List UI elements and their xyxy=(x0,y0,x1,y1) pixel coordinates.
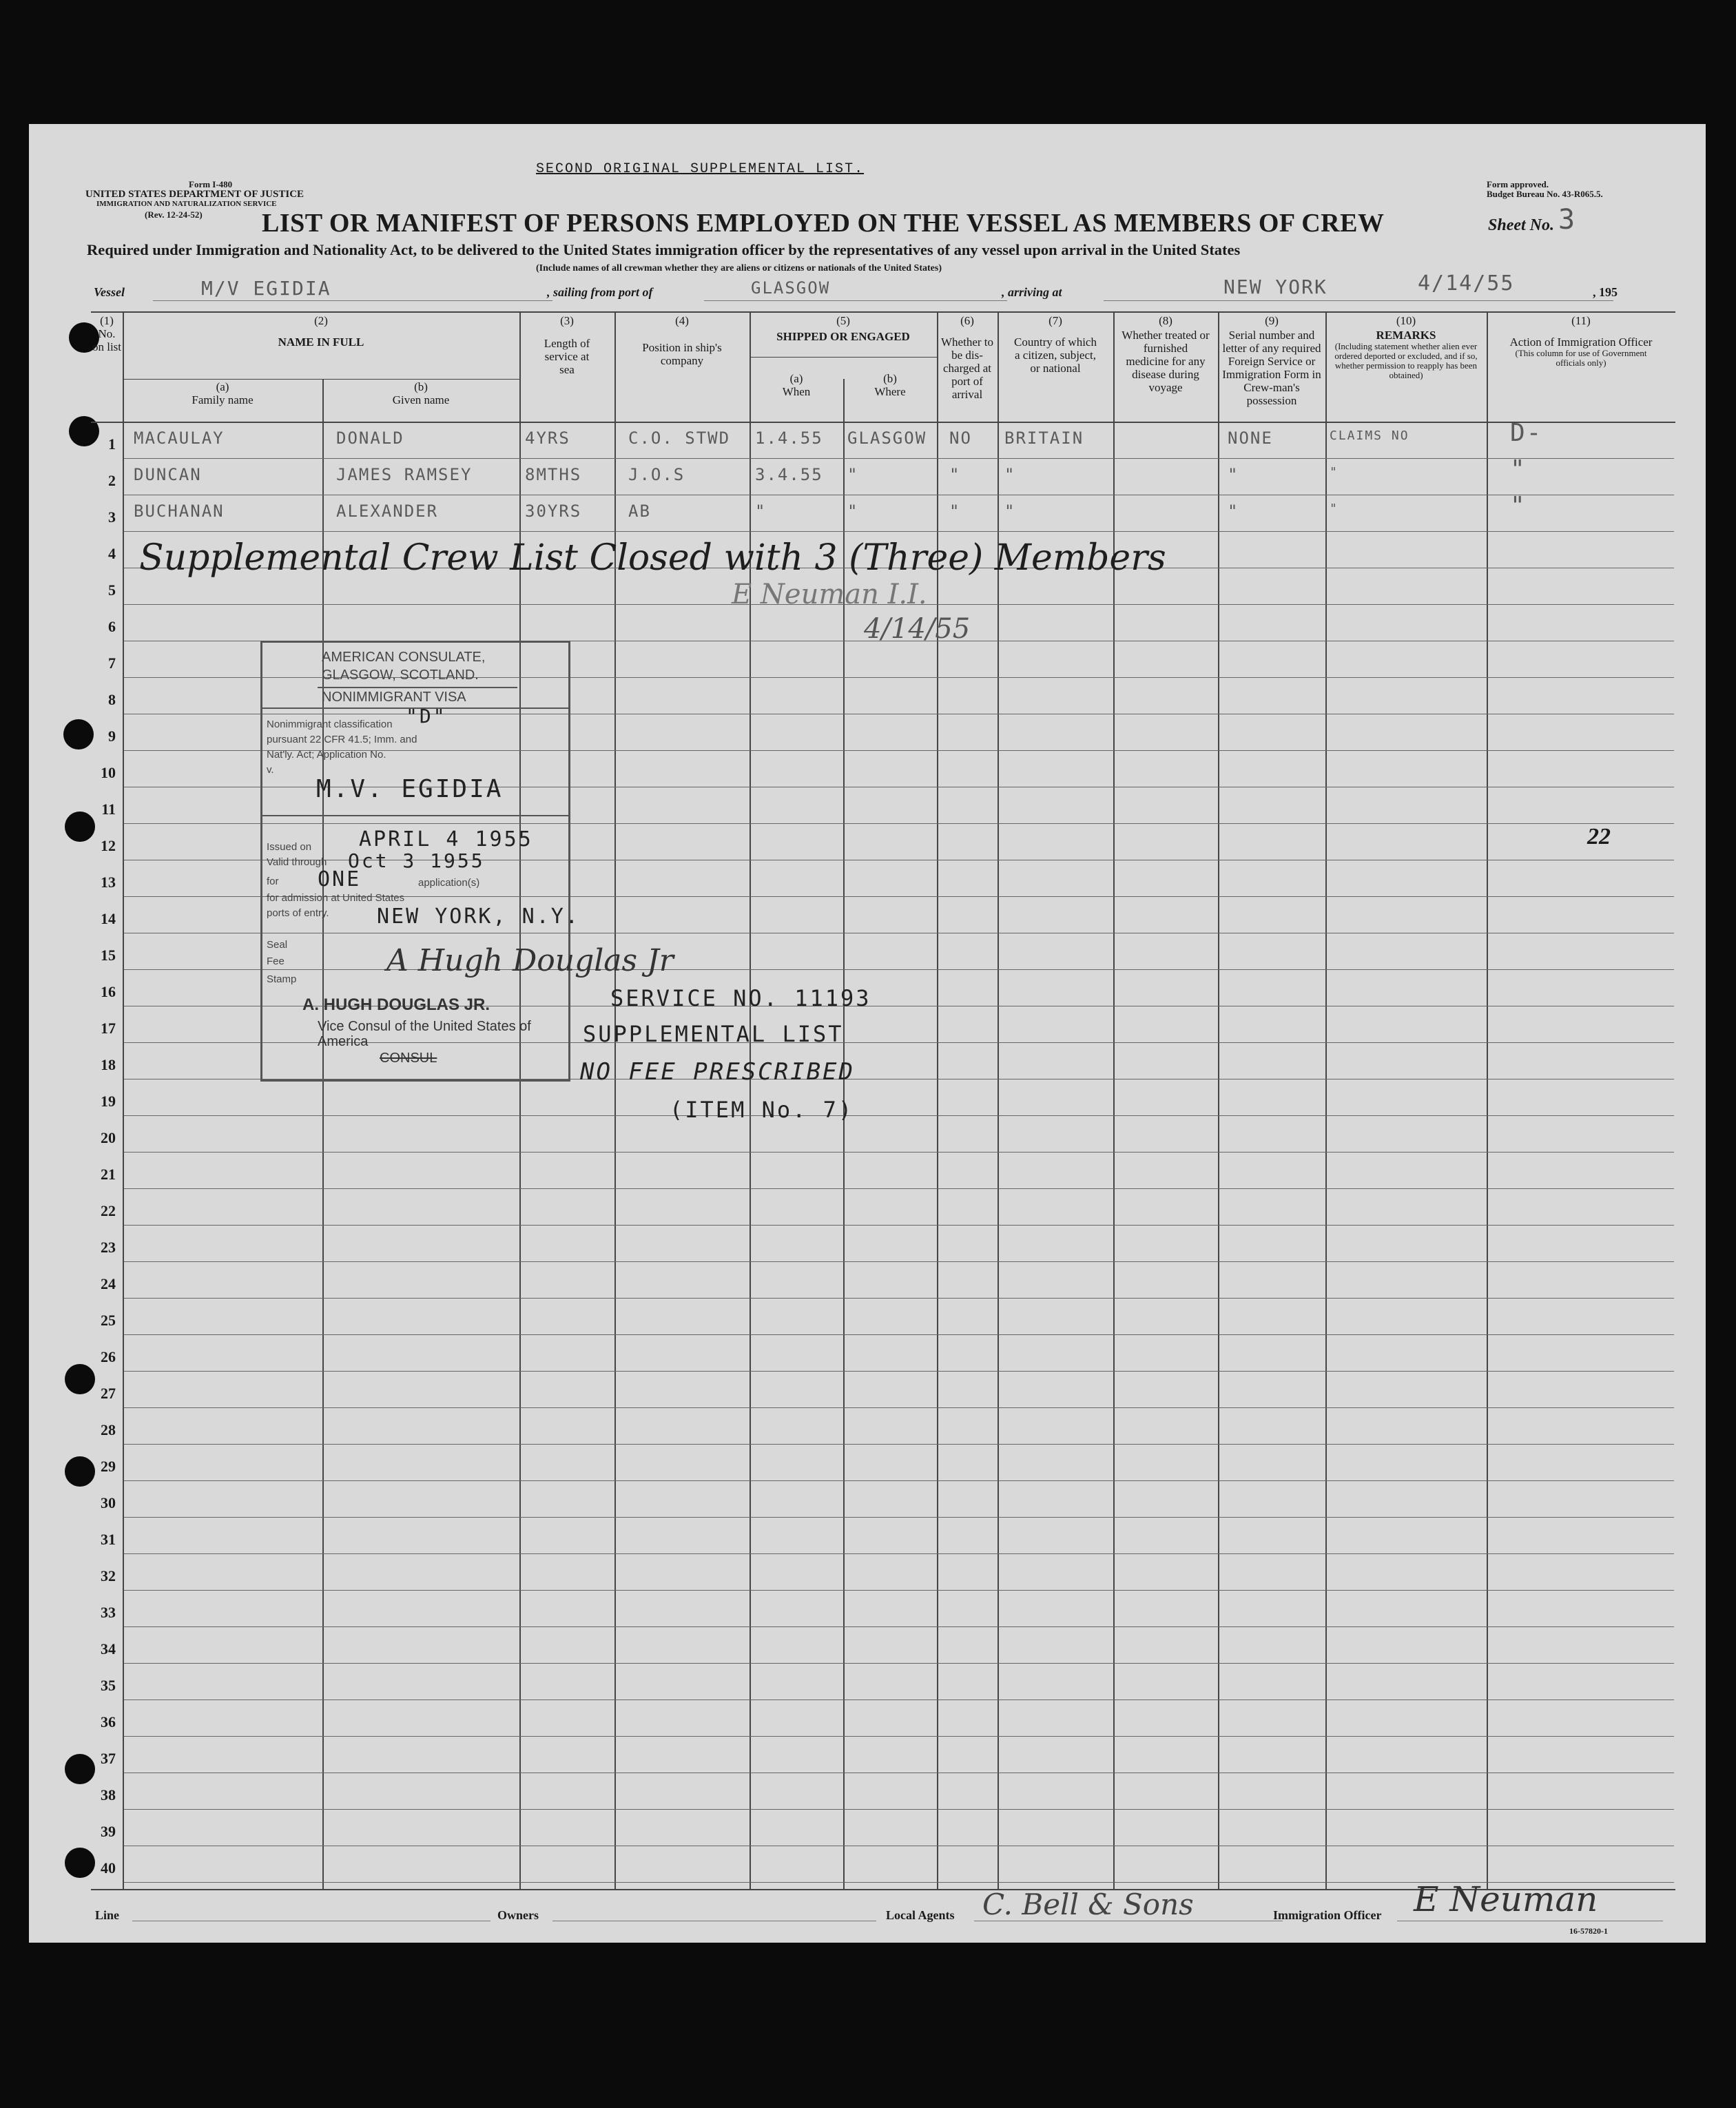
sheet-label: Sheet No. xyxy=(1488,216,1554,234)
row-number: 26 xyxy=(101,1348,116,1365)
row-rule xyxy=(124,1809,1674,1810)
stamp-issued-label: Issued on xyxy=(267,841,312,853)
col-divider xyxy=(1487,311,1488,1889)
crew-family-name: DUNCAN xyxy=(134,465,202,484)
stamp-issued-value: APRIL 4 1955 xyxy=(359,827,533,851)
stamp-classification-value: "D" xyxy=(406,705,447,727)
row-number: 33 xyxy=(101,1604,116,1621)
manifest-sheet xyxy=(29,124,1706,1943)
vessel-value: M/V EGIDIA xyxy=(201,277,331,300)
col-header-given-name: (b) Given name xyxy=(392,380,450,406)
row-number: 22 xyxy=(101,1202,116,1219)
table-header-border xyxy=(91,422,1675,423)
row-rule xyxy=(124,1188,1674,1189)
crew-discharged: " xyxy=(949,502,961,521)
stamp-valid-value: Oct 3 1955 xyxy=(348,849,485,872)
punch-hole xyxy=(63,719,94,750)
row-number: 9 xyxy=(108,727,116,745)
crew-remarks: " xyxy=(1330,465,1339,479)
stamp-officer-title: Vice Consul of the United States of America xyxy=(318,1019,531,1049)
footer-line-label: Line xyxy=(95,1908,120,1922)
crew-country: BRITAIN xyxy=(1004,428,1084,448)
form-approved: Form approved. xyxy=(1487,179,1549,189)
stamp-consulate: AMERICAN CONSULATE, xyxy=(322,650,486,665)
no-fee-note: NO FEE PRESCRIBED xyxy=(580,1058,855,1086)
row-rule xyxy=(124,1115,1674,1116)
row-rule xyxy=(124,1626,1674,1627)
crew-discharged: " xyxy=(949,465,961,484)
stamp-vessel: M.V. EGIDIA xyxy=(316,775,504,803)
top-label: SECOND ORIGINAL SUPPLEMENTAL LIST. xyxy=(536,161,865,177)
row-number: 24 xyxy=(101,1275,116,1292)
row-rule xyxy=(124,1225,1674,1226)
row-number: 2 xyxy=(108,472,116,489)
sheet-number: 3 xyxy=(1558,204,1575,236)
row-number: 17 xyxy=(101,1020,116,1037)
crew-length-of-service: 8MTHS xyxy=(525,465,582,484)
stamp-visa-type: NONIMMIGRANT VISA xyxy=(322,690,466,705)
closing-date: 4/14/55 xyxy=(864,613,971,645)
row-number: 28 xyxy=(101,1421,116,1438)
crew-length-of-service: 4YRS xyxy=(525,428,570,448)
crew-shipped-where: GLASGOW xyxy=(847,428,927,448)
crew-shipped-when: 3.4.55 xyxy=(755,465,823,484)
col-header-discharged: (6) Whether to be dis-charged at port of arrival xyxy=(941,314,993,401)
closing-initials: E Neuman I.I. xyxy=(732,579,927,610)
stamp-pursuant: pursuant 22 CFR 41.5; Imm. and xyxy=(267,734,417,745)
print-code: 16-57820-1 xyxy=(1569,1926,1608,1936)
row-rule xyxy=(124,531,1674,532)
crew-shipped-when: 1.4.55 xyxy=(755,428,823,448)
stamp-rule xyxy=(262,815,568,816)
row-rule xyxy=(124,1261,1674,1262)
crew-family-name: BUCHANAN xyxy=(134,502,225,521)
stamp-officer-name: A. HUGH DOUGLAS JR. xyxy=(302,995,490,1014)
crew-country: " xyxy=(1004,502,1016,521)
side-mark: 22 xyxy=(1587,824,1611,849)
row-number: 3 xyxy=(108,508,116,526)
col-header-position: (4) Position in ship's company xyxy=(642,314,722,367)
stamp-rule xyxy=(318,687,517,688)
page-title: LIST OR MANIFEST OF PERSONS EMPLOYED ON THE VESSEL AS MEMBERS OF CREW xyxy=(262,209,1385,238)
row-number: 38 xyxy=(101,1786,116,1804)
row-number: 5 xyxy=(108,581,116,599)
subheader-rule xyxy=(750,357,937,358)
row-number: 34 xyxy=(101,1640,116,1657)
row-number: 40 xyxy=(101,1859,116,1877)
include-note: (Include names of all crewman whether they are aliens or citizens or nationals of the United States) xyxy=(536,263,942,273)
vessel-label: Vessel xyxy=(94,285,125,299)
row-rule xyxy=(124,1736,1674,1737)
stamp-v-label: v. xyxy=(267,764,274,776)
col-divider xyxy=(1218,311,1219,1889)
row-number: 13 xyxy=(101,874,116,891)
vessel-underline xyxy=(153,300,552,301)
row-number: 19 xyxy=(101,1093,116,1110)
col-header-medicine: (8) Whether treated or furnished medicine for any disease during voyage xyxy=(1122,314,1210,394)
sailing-underline xyxy=(704,300,1007,301)
arrival-date: 4/14/55 xyxy=(1418,271,1515,296)
row-number: 25 xyxy=(101,1312,116,1329)
row-number: 29 xyxy=(101,1458,116,1475)
stamp-for-label: for xyxy=(267,876,279,887)
row-number: 39 xyxy=(101,1823,116,1840)
crew-remarks: " xyxy=(1330,502,1339,516)
row-number: 23 xyxy=(101,1239,116,1256)
row-number: 12 xyxy=(101,837,116,854)
row-number: 18 xyxy=(101,1056,116,1073)
stamp-ports-label: ports of entry. xyxy=(267,907,329,919)
crew-discharged: NO xyxy=(949,428,972,448)
sailing-label: , sailing from port of xyxy=(547,285,653,299)
crew-serial: " xyxy=(1228,502,1239,521)
row-rule xyxy=(124,1444,1674,1445)
crew-shipped-where: " xyxy=(847,465,859,484)
row-number: 4 xyxy=(108,545,116,562)
crew-position: J.O.S xyxy=(628,465,685,484)
stamp-stamp-label: Stamp xyxy=(267,973,297,985)
col-header-action: (11) Action of Immigration Officer (This column for use of Government officials only) xyxy=(1509,314,1653,368)
row-number: 15 xyxy=(101,947,116,964)
col-header-where: (b) Where xyxy=(874,372,906,398)
crew-serial: " xyxy=(1228,465,1239,484)
row-number: 11 xyxy=(101,800,116,818)
crew-shipped-where: " xyxy=(847,502,859,521)
row-number: 20 xyxy=(101,1129,116,1146)
crew-given-name: DONALD xyxy=(336,428,404,448)
row-rule xyxy=(124,1371,1674,1372)
supplemental-list-note: SUPPLEMENTAL LIST xyxy=(583,1021,844,1047)
department: UNITED STATES DEPARTMENT OF JUSTICE xyxy=(85,189,304,200)
crew-position: C.O. STWD xyxy=(628,428,731,448)
footer-owners-label: Owners xyxy=(497,1908,539,1922)
col-divider xyxy=(123,311,124,1889)
col-header-serial: (9) Serial number and letter of any required Foreign Service or Immigration Form in Crew-man's possession xyxy=(1222,314,1321,407)
row-number: 10 xyxy=(101,764,116,781)
crew-length-of-service: 30YRS xyxy=(525,502,582,521)
row-rule xyxy=(124,1699,1674,1700)
row-number: 27 xyxy=(101,1385,116,1402)
row-number: 8 xyxy=(108,691,116,708)
row-number: 37 xyxy=(101,1750,116,1767)
crew-serial: NONE xyxy=(1228,428,1273,448)
crew-action: " xyxy=(1510,492,1527,520)
subheader-rule xyxy=(123,379,519,380)
row-rule xyxy=(124,1590,1674,1591)
arriving-underline xyxy=(1104,300,1613,301)
crew-action: D- xyxy=(1510,419,1543,447)
crew-given-name: JAMES RAMSEY xyxy=(336,465,473,484)
subtitle: Required under Immigration and Nationality Act, to be delivered to the United States immigration officer by the representatives of any vessel upon arrival in the United States xyxy=(87,241,1241,258)
stamp-fee-label: Fee xyxy=(267,955,285,967)
col-header-when: (a) When xyxy=(782,372,811,398)
col-divider xyxy=(1325,311,1327,1889)
visa-stamp xyxy=(260,641,674,1082)
row-number: 16 xyxy=(101,983,116,1000)
stamp-classification-label: Nonimmigrant classification xyxy=(267,719,393,730)
crew-position: AB xyxy=(628,502,651,521)
col-header-name: (2) NAME IN FULL xyxy=(278,314,364,349)
stamp-for-value: ONE xyxy=(318,867,362,891)
row-rule xyxy=(124,1480,1674,1481)
stamp-signature: A Hugh Douglas Jr xyxy=(386,943,674,978)
row-number: 32 xyxy=(101,1567,116,1584)
row-number: 6 xyxy=(108,618,116,635)
sailing-value: GLASGOW xyxy=(751,278,831,298)
closing-note: Supplemental Crew List Closed with 3 (Three) Members xyxy=(139,537,1166,579)
crew-action: " xyxy=(1510,455,1527,484)
col-header-shipped: (5) SHIPPED OR ENGAGED xyxy=(776,314,910,343)
col-header-family-name: (a) Family name xyxy=(192,380,254,406)
row-rule xyxy=(124,1334,1674,1335)
arriving-label: , arriving at xyxy=(1002,285,1062,299)
stamp-valid-label: Valid through xyxy=(267,856,327,868)
row-number: 31 xyxy=(101,1531,116,1548)
row-rule xyxy=(124,1152,1674,1153)
row-rule xyxy=(124,1298,1674,1299)
stamp-nationality-act: Nat'ly. Act; Application No. xyxy=(267,749,386,761)
footer-agents-value: C. Bell & Sons xyxy=(982,1888,1194,1921)
crew-family-name: MACAULAY xyxy=(134,428,225,448)
crew-shipped-when: " xyxy=(755,502,767,521)
footer-agents-label: Local Agents xyxy=(886,1908,955,1922)
stamp-seal-label: Seal xyxy=(267,939,288,951)
stamp-admission: for admission at United States xyxy=(267,892,405,904)
row-number: 14 xyxy=(101,910,116,927)
stamp-consul-struck: CONSUL xyxy=(380,1051,437,1066)
col-header-remarks: (10) REMARKS (Including statement whether alien ever ordered deported or excluded, and if so, whether permission to reapply has been obtained) xyxy=(1334,314,1478,380)
stamp-city: GLASGOW, SCOTLAND. xyxy=(322,668,479,683)
col-header-country: (7) Country of which a citizen, subject, or national xyxy=(1014,314,1097,375)
row-rule xyxy=(124,1517,1674,1518)
stamp-ports-value: NEW YORK, N.Y. xyxy=(377,905,580,929)
row-number: 30 xyxy=(101,1494,116,1511)
table-top-border xyxy=(91,311,1675,313)
stamp-applications-label: application(s) xyxy=(418,877,480,889)
crew-country: " xyxy=(1004,465,1016,484)
service: IMMIGRATION AND NATURALIZATION SERVICE xyxy=(96,200,277,208)
arriving-value: NEW YORK xyxy=(1223,276,1327,298)
row-number: 35 xyxy=(101,1677,116,1694)
revision: (Rev. 12-24-52) xyxy=(145,209,203,220)
row-number: 21 xyxy=(101,1166,116,1183)
col-header-length: (3) Length of service at sea xyxy=(544,314,590,376)
crew-remarks: CLAIMS NO xyxy=(1330,428,1409,443)
budget-bureau: Budget Bureau No. 43-R065.5. xyxy=(1487,189,1603,199)
crew-given-name: ALEXANDER xyxy=(336,502,439,521)
row-rule xyxy=(124,1663,1674,1664)
footer-officer-label: Immigration Officer xyxy=(1273,1908,1382,1922)
year-suffix: , 195 xyxy=(1593,285,1618,299)
row-rule xyxy=(124,1553,1674,1554)
row-rule xyxy=(124,1407,1674,1408)
row-number: 36 xyxy=(101,1713,116,1730)
row-number: 7 xyxy=(108,654,116,672)
service-number: SERVICE NO. 11193 xyxy=(610,985,871,1011)
row-number: 1 xyxy=(108,435,116,453)
footer-officer-signature: E Neuman xyxy=(1414,1879,1598,1919)
item-note: (ITEM No. 7) xyxy=(670,1097,854,1123)
col-header-no: (1) No. on list xyxy=(92,314,122,353)
form-id: Form I-480 xyxy=(189,179,233,189)
row-rule xyxy=(124,458,1674,459)
